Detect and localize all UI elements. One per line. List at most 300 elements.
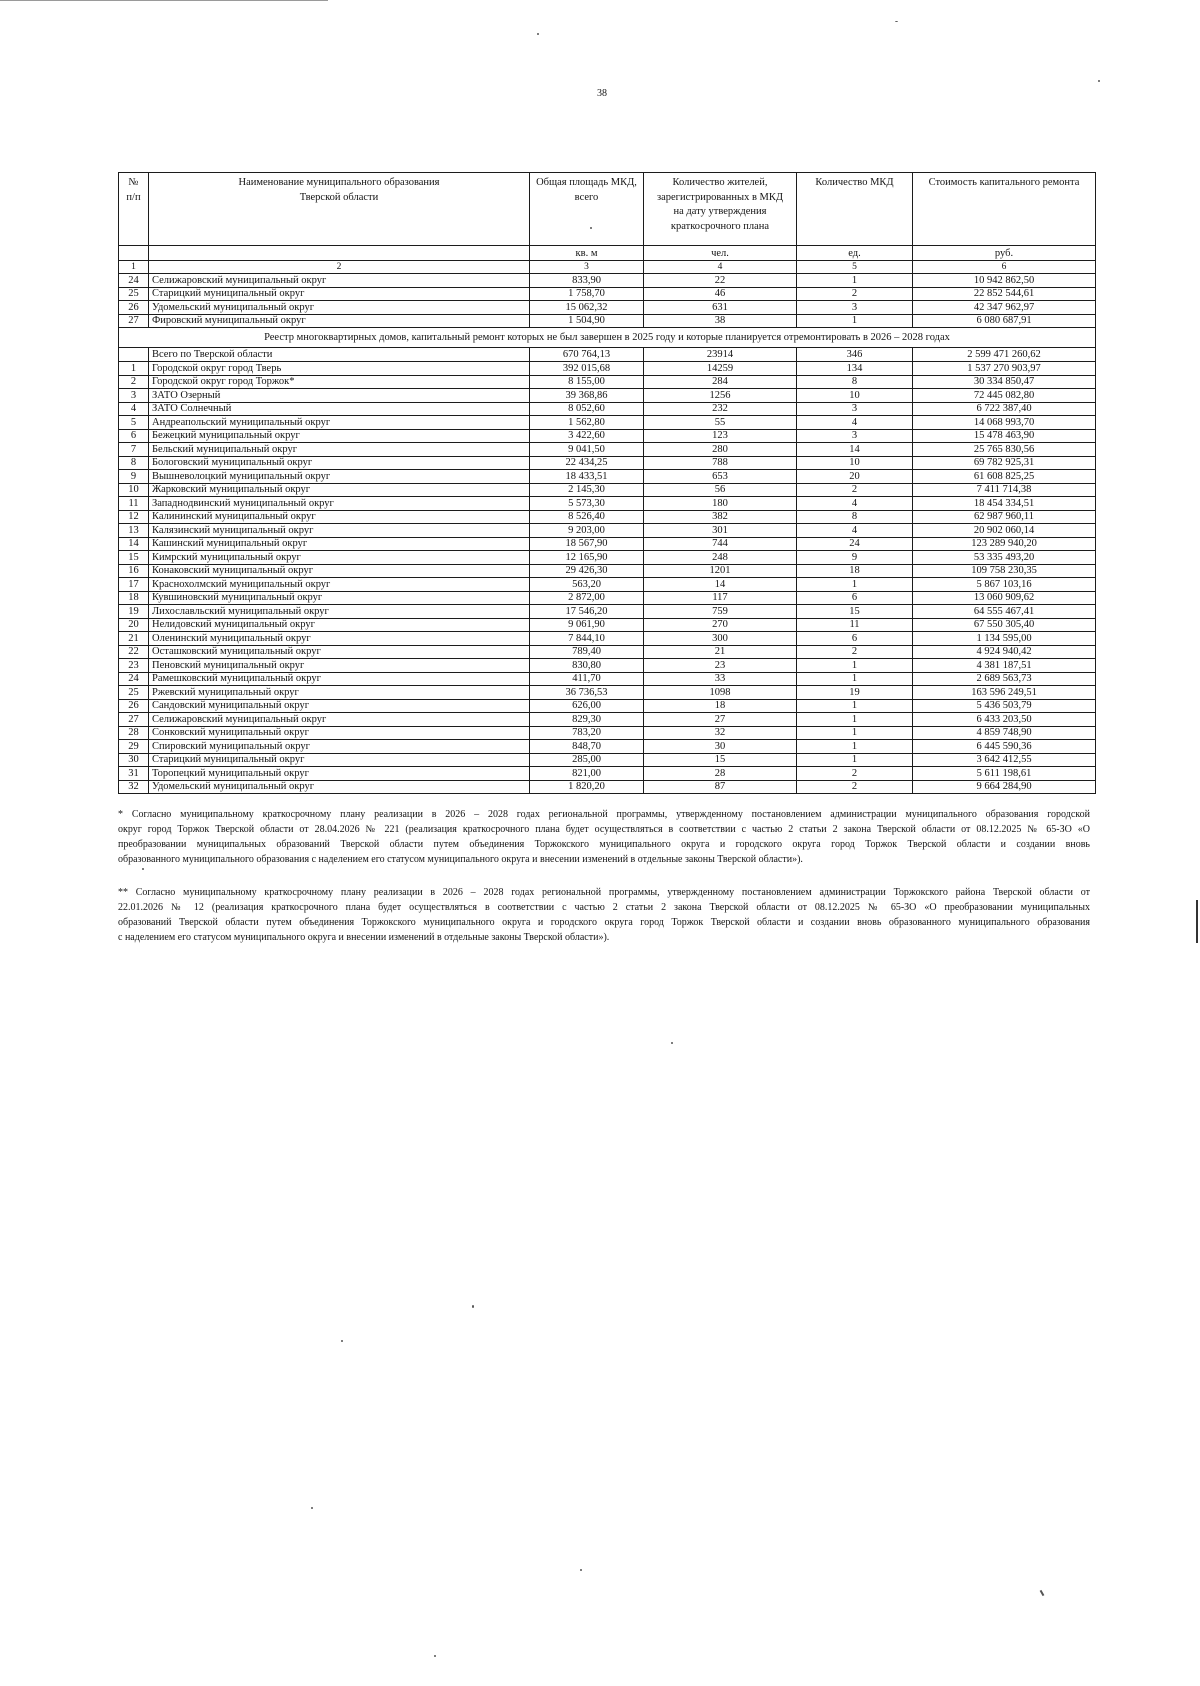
row-number: 15 [119, 551, 149, 565]
total-area: 1 504,90 [530, 314, 644, 328]
residents-count: 382 [644, 510, 797, 524]
table-row [119, 740, 1096, 754]
total-area: 2 145,30 [530, 483, 644, 497]
residents-count: 87 [644, 780, 797, 794]
residents-count: 55 [644, 416, 797, 430]
total-area: 1 562,80 [530, 416, 644, 430]
repair-cost: 6 080 687,91 [913, 314, 1096, 328]
header-number [119, 173, 149, 246]
municipality-name: Фировский муниципальный округ [149, 314, 530, 328]
page-number: 38 [597, 88, 607, 99]
column-number: 1 [119, 261, 149, 274]
repair-cost: 18 454 334,51 [913, 497, 1096, 511]
table-row [119, 780, 1096, 794]
municipality-name: Удомельский муниципальный округ [149, 301, 530, 315]
buildings-count: 4 [797, 497, 913, 511]
total-cost: 2 599 471 260,62 [913, 348, 1096, 362]
buildings-count: 1 [797, 726, 913, 740]
table-row [119, 389, 1096, 403]
repair-cost: 22 852 544,61 [913, 287, 1096, 301]
total-area: 9 041,50 [530, 443, 644, 457]
unit-empty [119, 246, 149, 261]
table-row [119, 456, 1096, 470]
buildings-count: 2 [797, 645, 913, 659]
municipality-name: Краснохолмский муниципальный округ [149, 578, 530, 592]
buildings-count: 4 [797, 416, 913, 430]
residents-count: 180 [644, 497, 797, 511]
table-header [119, 173, 1096, 274]
header-line: Количество МКД [815, 177, 894, 188]
municipality-name: Кашинский муниципальный округ [149, 537, 530, 551]
total-area: 5 573,30 [530, 497, 644, 511]
table-row [119, 632, 1096, 646]
total-area: 3 422,60 [530, 429, 644, 443]
row-number: 7 [119, 443, 149, 457]
buildings-count: 8 [797, 375, 913, 389]
total-area: 8 526,40 [530, 510, 644, 524]
residents-count: 22 [644, 274, 797, 288]
residents-count: 759 [644, 605, 797, 619]
scan-edge-line [0, 0, 328, 1]
residents-count: 788 [644, 456, 797, 470]
repair-cost: 42 347 962,97 [913, 301, 1096, 315]
total-area: 18 433,51 [530, 470, 644, 484]
column-number: 3 [530, 261, 644, 274]
buildings-count: 6 [797, 632, 913, 646]
municipality-name: Старицкий муниципальный округ [149, 287, 530, 301]
scan-speck [472, 1305, 474, 1308]
row-number: 26 [119, 301, 149, 315]
municipality-name: Андреапольский муниципальный округ [149, 416, 530, 430]
unit-empty [149, 246, 530, 261]
header-line: Количество жителей, [672, 177, 768, 188]
repair-cost: 1 134 595,00 [913, 632, 1096, 646]
repair-cost: 5 436 503,79 [913, 699, 1096, 713]
municipality-name: ЗАТО Озерный [149, 389, 530, 403]
row-number: 5 [119, 416, 149, 430]
footnote-1 [118, 807, 1090, 867]
table-row [119, 443, 1096, 457]
total-area: 15 062,32 [530, 301, 644, 315]
residents-count: 117 [644, 591, 797, 605]
row-number: 27 [119, 713, 149, 727]
column-number: 2 [149, 261, 530, 274]
repair-cost: 67 550 305,40 [913, 618, 1096, 632]
row-number: 16 [119, 564, 149, 578]
table-row [119, 605, 1096, 619]
table-row [119, 362, 1096, 376]
table-row [119, 375, 1096, 389]
row-number: 9 [119, 470, 149, 484]
table-row [119, 314, 1096, 328]
table-row [119, 524, 1096, 538]
buildings-count: 2 [797, 780, 913, 794]
residents-count: 270 [644, 618, 797, 632]
total-area: 1 758,70 [530, 287, 644, 301]
municipality-name: Ржевский муниципальный округ [149, 686, 530, 700]
repair-cost: 1 537 270 903,97 [913, 362, 1096, 376]
table-row [119, 699, 1096, 713]
municipality-name: Осташковский муниципальный округ [149, 645, 530, 659]
row-number: 17 [119, 578, 149, 592]
scan-speck [1040, 1590, 1045, 1596]
total-area: 29 426,30 [530, 564, 644, 578]
footnote-line: преобразовании муниципальных образований Тверской области путем объединения Торжокского муниципального округа и городского округа город Торжок Тверской области и создании вновь [118, 839, 1090, 850]
footnote-line: ** Согласно муниципальному краткосрочному плану реализации в 2026 – 2028 годах региональной программы, утвержденному постановлением администрации Торжокского района Тверской области от [118, 887, 1090, 898]
row-number: 24 [119, 672, 149, 686]
header-line: № [128, 177, 139, 188]
total-area: 285,00 [530, 753, 644, 767]
total-area: 821,00 [530, 767, 644, 781]
header-line: на дату утверждения [673, 206, 767, 217]
units-row [119, 246, 1096, 261]
footnote-line: образованного муниципального образования с наделением его статусом муниципального округа и внесении изменений в отдельные законы Тверской области»). [118, 854, 803, 865]
row-number: 11 [119, 497, 149, 511]
buildings-count: 1 [797, 699, 913, 713]
scan-speck [341, 1340, 343, 1342]
buildings-count: 10 [797, 389, 913, 403]
row-number: 28 [119, 726, 149, 740]
repair-cost: 163 596 249,51 [913, 686, 1096, 700]
table-row [119, 645, 1096, 659]
repair-cost: 30 334 850,47 [913, 375, 1096, 389]
column-number: 6 [913, 261, 1096, 274]
repair-cost: 10 942 862,50 [913, 274, 1096, 288]
total-residents: 23914 [644, 348, 797, 362]
table-row [119, 470, 1096, 484]
table-row [119, 672, 1096, 686]
repair-cost: 123 289 940,20 [913, 537, 1096, 551]
buildings-count: 1 [797, 740, 913, 754]
table-row [119, 287, 1096, 301]
repair-cost: 2 689 563,73 [913, 672, 1096, 686]
repair-cost: 25 765 830,56 [913, 443, 1096, 457]
total-area: 829,30 [530, 713, 644, 727]
residents-count: 284 [644, 375, 797, 389]
total-area: 39 368,86 [530, 389, 644, 403]
row-number: 18 [119, 591, 149, 605]
row-number: 2 [119, 375, 149, 389]
scan-speck [311, 1507, 313, 1509]
row-number: 25 [119, 686, 149, 700]
header-line: Тверской области [299, 191, 379, 203]
repair-cost: 6 722 387,40 [913, 402, 1096, 416]
total-area: 36 736,53 [530, 686, 644, 700]
total-area: 17 546,20 [530, 605, 644, 619]
total-row [119, 348, 1096, 362]
scan-speck [580, 1569, 582, 1571]
buildings-count: 3 [797, 402, 913, 416]
municipality-name: Нелидовский муниципальный округ [149, 618, 530, 632]
table-row [119, 483, 1096, 497]
buildings-count: 18 [797, 564, 913, 578]
municipality-name: Калязинский муниципальный округ [149, 524, 530, 538]
buildings-count: 2 [797, 767, 913, 781]
row-number: 14 [119, 537, 149, 551]
table-row [119, 510, 1096, 524]
table-row [119, 591, 1096, 605]
residents-count: 14259 [644, 362, 797, 376]
section-title: Реестр многоквартирных домов, капитальный ремонт которых не был завершен в 2025 году и которые планируется отремонтировать в 2026 – 2028 годах [119, 328, 1096, 348]
residents-count: 32 [644, 726, 797, 740]
residents-count: 14 [644, 578, 797, 592]
buildings-count: 2 [797, 483, 913, 497]
residents-count: 18 [644, 699, 797, 713]
row-number: 6 [119, 429, 149, 443]
buildings-count: 1 [797, 659, 913, 673]
repair-cost: 4 924 940,42 [913, 645, 1096, 659]
buildings-count: 4 [797, 524, 913, 538]
row-number: 32 [119, 780, 149, 794]
row-number: 3 [119, 389, 149, 403]
buildings-count: 1 [797, 578, 913, 592]
residents-count: 30 [644, 740, 797, 754]
scan-speck [142, 868, 144, 870]
residents-count: 123 [644, 429, 797, 443]
residents-count: 27 [644, 713, 797, 727]
row-number: 4 [119, 402, 149, 416]
municipality-name: ЗАТО Солнечный [149, 402, 530, 416]
table-row [119, 618, 1096, 632]
total-area: 9 203,00 [530, 524, 644, 538]
buildings-count: 9 [797, 551, 913, 565]
residents-count: 744 [644, 537, 797, 551]
residents-count: 38 [644, 314, 797, 328]
municipality-name: Конаковский муниципальный округ [149, 564, 530, 578]
residents-count: 631 [644, 301, 797, 315]
total-area: 18 567,90 [530, 537, 644, 551]
municipality-name: Вышневолоцкий муниципальный округ [149, 470, 530, 484]
row-number: 13 [119, 524, 149, 538]
residents-count: 300 [644, 632, 797, 646]
residents-count: 23 [644, 659, 797, 673]
repair-cost: 5 867 103,16 [913, 578, 1096, 592]
buildings-count: 134 [797, 362, 913, 376]
residents-count: 33 [644, 672, 797, 686]
row-number: 8 [119, 456, 149, 470]
residents-count: 1201 [644, 564, 797, 578]
residents-count: 15 [644, 753, 797, 767]
municipality-name: Оленинский муниципальный округ [149, 632, 530, 646]
repair-cost: 5 611 198,61 [913, 767, 1096, 781]
municipality-name: Спировский муниципальный округ [149, 740, 530, 754]
municipality-name: Селижаровский муниципальный округ [149, 713, 530, 727]
buildings-count: 6 [797, 591, 913, 605]
header-buildings [797, 173, 913, 246]
residents-count: 1098 [644, 686, 797, 700]
residents-count: 46 [644, 287, 797, 301]
repair-cost: 109 758 230,35 [913, 564, 1096, 578]
repair-cost: 14 068 993,70 [913, 416, 1096, 430]
repair-cost: 3 642 412,55 [913, 753, 1096, 767]
municipality-name: Рамешковский муниципальный округ [149, 672, 530, 686]
row-number: 1 [119, 362, 149, 376]
row-number [119, 348, 149, 362]
total-area: 12 165,90 [530, 551, 644, 565]
table-row [119, 402, 1096, 416]
row-number: 23 [119, 659, 149, 673]
row-number: 29 [119, 740, 149, 754]
row-number: 19 [119, 605, 149, 619]
footnote-line: 22.01.2026 № 12 (реализация краткосрочного плана будет осуществляться в соответствии с частью 2 статьи 2 закона Тверской области от 08.12.2025 № 65-ЗО «О преобразовании муниципальных [118, 902, 1090, 913]
buildings-count: 1 [797, 672, 913, 686]
buildings-count: 14 [797, 443, 913, 457]
repair-cost: 7 411 714,38 [913, 483, 1096, 497]
municipality-name: Бельский муниципальный округ [149, 443, 530, 457]
table-row [119, 578, 1096, 592]
table-row [119, 551, 1096, 565]
footnote-line: округ город Торжок Тверской области от 28.04.2026 № 221 (реализация краткосрочного плана будет осуществляться в соответствии с частью 2 статьи 2 закона Тверской области от 08.12.2025 № 65-ЗО «О [118, 824, 1090, 835]
unit-buildings: ед. [797, 246, 913, 261]
total-area: 670 764,13 [530, 348, 644, 362]
municipality-name: Бежецкий муниципальный округ [149, 429, 530, 443]
municipality-name: Бологовский муниципальный округ [149, 456, 530, 470]
column-number: 5 [797, 261, 913, 274]
residents-count: 28 [644, 767, 797, 781]
total-area: 411,70 [530, 672, 644, 686]
buildings-count: 8 [797, 510, 913, 524]
table-row [119, 564, 1096, 578]
header-line: Общая площадь МКД, [536, 177, 637, 188]
table-body-continued [119, 274, 1096, 328]
total-area: 7 844,10 [530, 632, 644, 646]
scan-edge-mark [1196, 900, 1198, 943]
total-area: 789,40 [530, 645, 644, 659]
table-row [119, 429, 1096, 443]
municipality-name: Пеновский муниципальный округ [149, 659, 530, 673]
footnote-line: * Согласно муниципальному краткосрочному плану реализации в 2026 – 2028 годах региональной программы, утвержденному постановлением администрации муниципального образования городской [118, 809, 1090, 820]
row-number: 21 [119, 632, 149, 646]
buildings-count: 1 [797, 314, 913, 328]
table-row [119, 659, 1096, 673]
municipality-name: Лихославльский муниципальный округ [149, 605, 530, 619]
buildings-count: 19 [797, 686, 913, 700]
row-number: 31 [119, 767, 149, 781]
header-area [530, 173, 644, 246]
header-residents [644, 173, 797, 246]
table-row [119, 274, 1096, 288]
residents-count: 248 [644, 551, 797, 565]
total-area: 392 015,68 [530, 362, 644, 376]
repair-cost: 6 433 203,50 [913, 713, 1096, 727]
capital-repair-table [118, 172, 1096, 794]
column-numbers-row [119, 261, 1096, 274]
municipality-name: Кимрский муниципальный округ [149, 551, 530, 565]
table-row [119, 416, 1096, 430]
total-area: 830,80 [530, 659, 644, 673]
repair-cost: 4 381 187,51 [913, 659, 1096, 673]
buildings-count: 1 [797, 753, 913, 767]
repair-cost: 53 335 493,20 [913, 551, 1096, 565]
municipality-name: Сандовский муниципальный округ [149, 699, 530, 713]
residents-count: 301 [644, 524, 797, 538]
header-municipality [149, 173, 530, 246]
total-label: Всего по Тверской области [149, 348, 530, 362]
scan-speck [434, 1655, 436, 1657]
total-area: 833,90 [530, 274, 644, 288]
row-number: 10 [119, 483, 149, 497]
buildings-count: 3 [797, 301, 913, 315]
repair-cost: 13 060 909,62 [913, 591, 1096, 605]
row-number: 22 [119, 645, 149, 659]
total-area: 9 061,90 [530, 618, 644, 632]
buildings-count: 10 [797, 456, 913, 470]
table-row [119, 753, 1096, 767]
row-number: 30 [119, 753, 149, 767]
total-buildings: 346 [797, 348, 913, 362]
header-line: зарегистрированных в МКД [656, 191, 784, 203]
buildings-count: 2 [797, 287, 913, 301]
table-body-register [119, 362, 1096, 794]
municipality-name: Кувшиновский муниципальный округ [149, 591, 530, 605]
row-number: 20 [119, 618, 149, 632]
header-line: краткосрочного плана [670, 220, 770, 232]
scan-speck [895, 21, 898, 22]
row-number: 25 [119, 287, 149, 301]
repair-cost: 72 445 082,80 [913, 389, 1096, 403]
residents-count: 280 [644, 443, 797, 457]
buildings-count: 3 [797, 429, 913, 443]
residents-count: 56 [644, 483, 797, 497]
table-row [119, 497, 1096, 511]
total-area: 563,20 [530, 578, 644, 592]
scan-speck [1098, 80, 1100, 82]
repair-cost: 6 445 590,36 [913, 740, 1096, 754]
header-line: всего [574, 191, 599, 203]
repair-cost: 69 782 925,31 [913, 456, 1096, 470]
buildings-count: 11 [797, 618, 913, 632]
municipality-name: Городской округ город Торжок* [149, 375, 530, 389]
municipality-name: Калининский муниципальный округ [149, 510, 530, 524]
municipality-name: Жарковский муниципальный округ [149, 483, 530, 497]
table-row [119, 713, 1096, 727]
row-number: 26 [119, 699, 149, 713]
header-line: Стоимость капитального ремонта [928, 177, 1080, 188]
column-number: 4 [644, 261, 797, 274]
unit-residents: чел. [644, 246, 797, 261]
buildings-count: 1 [797, 713, 913, 727]
municipality-name: Западнодвинский муниципальный округ [149, 497, 530, 511]
row-number: 27 [119, 314, 149, 328]
total-area: 22 434,25 [530, 456, 644, 470]
buildings-count: 15 [797, 605, 913, 619]
table-row [119, 726, 1096, 740]
footnote-line: образований Тверской области путем объединения Торжокского муниципального округа и городского округа город Торжок Тверской области и создании вновь образованного муниципального образования [118, 917, 1090, 928]
repair-cost: 62 987 960,11 [913, 510, 1096, 524]
register-section [119, 328, 1096, 362]
total-area: 783,20 [530, 726, 644, 740]
header-line: Наименование муниципального образования [238, 177, 440, 188]
municipality-name: Селижаровский муниципальный округ [149, 274, 530, 288]
municipality-name: Сонковский муниципальный округ [149, 726, 530, 740]
total-area: 2 872,00 [530, 591, 644, 605]
row-number: 12 [119, 510, 149, 524]
total-area: 848,70 [530, 740, 644, 754]
residents-count: 653 [644, 470, 797, 484]
residents-count: 232 [644, 402, 797, 416]
scan-speck [671, 1042, 673, 1044]
section-title-row [119, 328, 1096, 348]
total-area: 8 052,60 [530, 402, 644, 416]
table-row [119, 537, 1096, 551]
header-line: п/п [126, 191, 141, 203]
repair-cost: 64 555 467,41 [913, 605, 1096, 619]
footnote-line: с наделением его статусом муниципального округа и внесении изменений в отдельные законы Тверской области»). [118, 932, 610, 943]
buildings-count: 1 [797, 274, 913, 288]
municipality-name: Городской округ город Тверь [149, 362, 530, 376]
municipality-name: Старицкий муниципальный округ [149, 753, 530, 767]
municipality-name: Торопецкий муниципальный округ [149, 767, 530, 781]
